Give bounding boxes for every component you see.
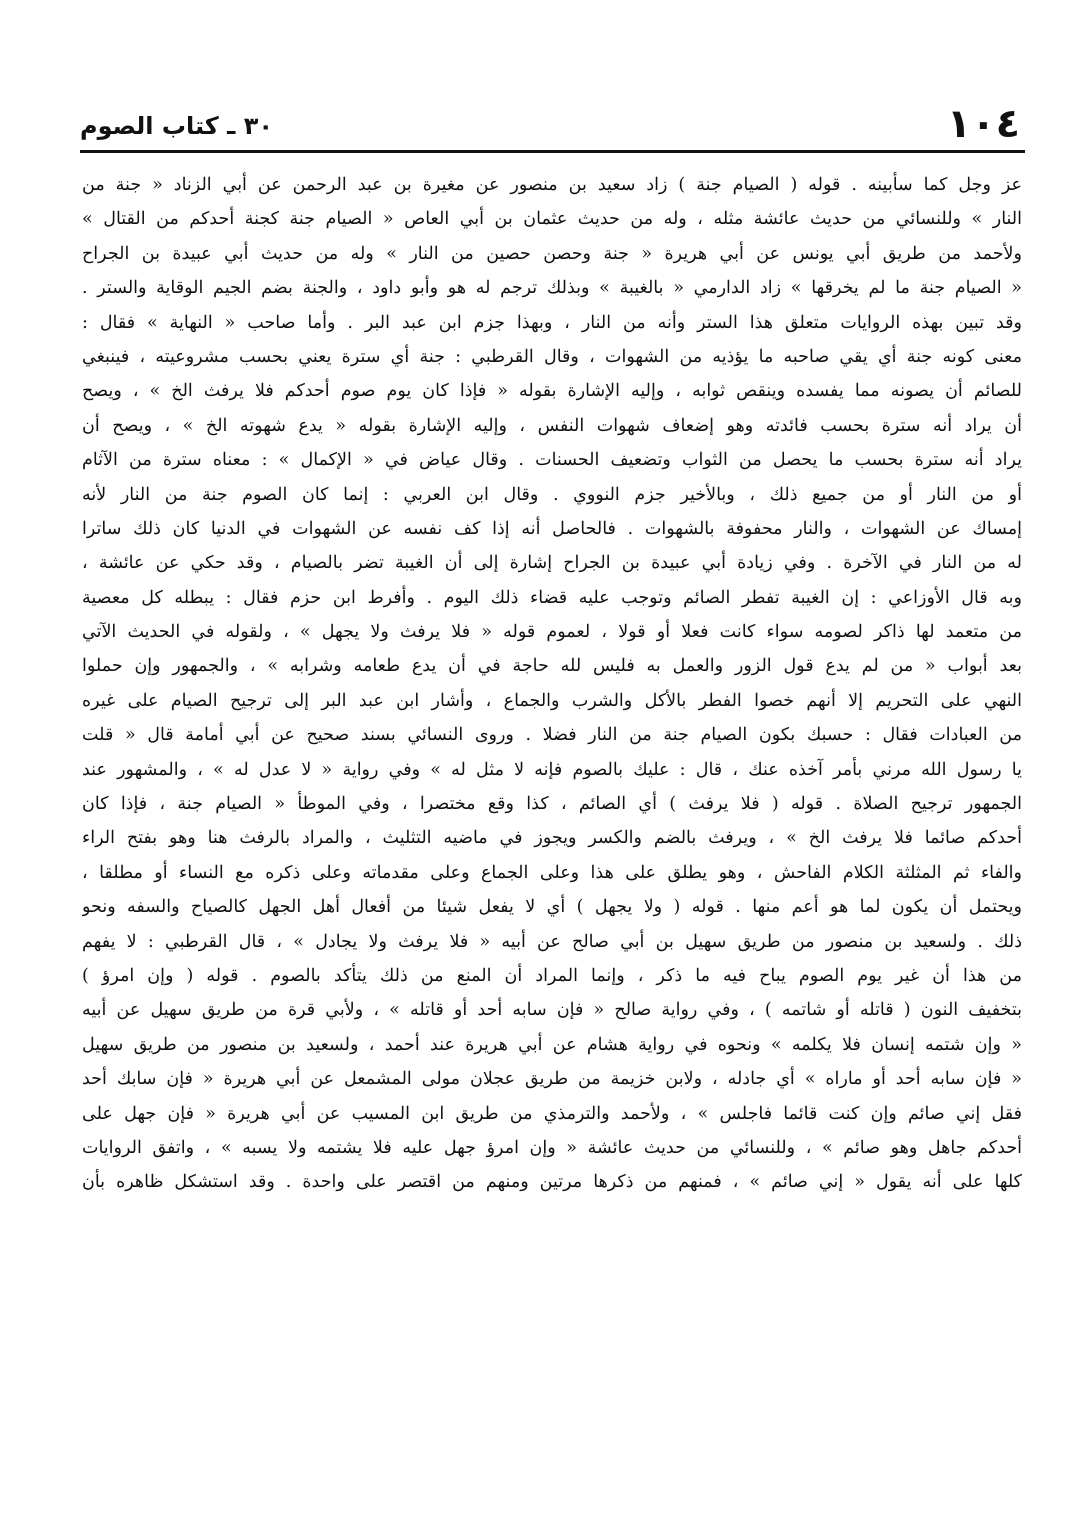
text-line: بعد أبواب « من لم يدع قول الزور والعمل به فليس لله حاجة في أن يدع طعامه وشرابه » ، والجمهور وإن حملوا — [82, 656, 1022, 677]
text-line: أو من النار أو من جميع ذلك ، وبالأخير جزم النووي . وقال ابن العربي : إنما كان الصوم جنة من النار لأنه — [82, 484, 1022, 505]
body-text — [82, 168, 1022, 1468]
text-line: للصائم أن يصونه مما يفسده وينقص ثوابه ، وإليه الإشارة بقوله « فإذا كان يوم صوم أحدكم فلا يرفث الخ » ، ويصح — [82, 381, 1022, 402]
text-line: « وإن شتمه إنسان فلا يكلمه » ونحوه في رواية هشام عن أبي هريرة عند أحمد ، ولسعيد بن منصور من طريق سهيل — [82, 1034, 1022, 1055]
text-line: معنى كونه جنة أي يقي صاحبه ما يؤذيه من الشهوات ، وقال القرطبي : جنة أي سترة يعني بحسب مشروعيته ، فينبغي — [82, 346, 1022, 367]
text-line: « الصيام جنة ما لم يخرقها » زاد الدارمي « بالغيبة » وبذلك ترجم له هو وأبو داود ، والجنة بضم الجيم الوقاية والستر . — [82, 278, 1022, 299]
text-line: ولأحمد من طريق أبي يونس عن أبي هريرة « جنة وحصن حصين من النار » وله من حديث أبي عبيدة بن الجراح — [82, 243, 1022, 264]
text-line: ويحتمل أن يكون لما هو أعم منها . قوله ( ولا يجهل ) أي لا يفعل شيئا من أفعال أهل الجهل كالصياح والسفه ونحو — [82, 897, 1022, 918]
text-line: النهي على التحريم إلا أنهم خصوا الفطر بالأكل والشرب والجماع ، وأشار ابن عبد البر إلى ترجيح الصيام على غيره — [82, 690, 1022, 711]
running-head: ٣٠ ـ كتاب الصوم — [80, 112, 273, 140]
text-line: من هذا أن غير يوم الصوم يباح فيه ما ذكر ، وإنما المراد أن المنع من ذلك يتأكد بالصوم . قوله ( وإن امرؤ ) — [82, 965, 1022, 986]
page-header — [80, 100, 1020, 148]
text-line: كلها على أنه يقول « إني صائم » ، فمنهم من ذكرها مرتين ومنهم من اقتصر على واحدة . وقد استشكل ظاهره بأن — [82, 1172, 1022, 1193]
text-line: من العبادات فقال : حسبك بكون الصيام جنة من النار فضلا . وروى النسائي بسند صحيح عن أبي أمامة قال « قلت — [82, 725, 1022, 746]
text-line: أحدكم صائما فلا يرفث الخ » ، ويرفث بالضم والكسر ويجوز في ماضيه التثليث ، والمراد بالرفث هنا وهو بفتح الراء — [82, 828, 1022, 849]
text-line: عز وجل كما سأبينه . قوله ( الصيام جنة ) زاد سعيد بن منصور عن مغيرة بن عبد الرحمن عن أبي الزناد « جنة من — [82, 175, 1022, 195]
text-line: يا رسول الله مرني بأمر آخذه عنك ، قال : عليك بالصوم فإنه لا مثل له » وفي رواية « لا عدل له » ، والمشهور عند — [82, 759, 1022, 780]
text-line: وقد تبين بهذه الروايات متعلق هذا الستر وأنه من النار ، وبهذا جزم ابن عبد البر . وأما صاحب « النهاية » فقال : — [82, 312, 1022, 333]
text-line: له من النار في الآخرة . وفي زيادة أبي عبيدة بن الجراح إشارة إلى أن الغيبة تضر بالصيام ، وقد حكي عن عائشة ، — [82, 553, 1022, 574]
text-line: وبه قال الأوزاعي : إن الغيبة تفطر الصائم وتوجب عليه قضاء ذلك اليوم . وأفرط ابن حزم فقال : يبطله كل معصية — [82, 587, 1022, 608]
text-line: أحدكم جاهل وهو صائم » ، وللنسائي من حديث عائشة « وإن امرؤ جهل عليه فلا يشتمه ولا يسبه » ، واتفق الروايات — [82, 1137, 1022, 1158]
page-number: ١٠٤ — [946, 101, 1020, 147]
text-line: يراد أنه سترة بحسب ما يحصل من الثواب وتضعيف الحسنات . وقال عياض في « الإكمال » : معناه سترة من الآثام — [82, 450, 1022, 471]
text-line: من متعمد لها ذاكر لصومه سواء كانت فعلا أو قولا ، لعموم قوله « فلا يرفث ولا يجهل » ، ولقوله في الحديث الآتي — [82, 622, 1022, 643]
text-line: فقل إني صائم وإن كنت قائما فاجلس » ، ولأحمد والترمذي من طريق ابن المسيب عن أبي هريرة « فإن جهل على — [82, 1103, 1022, 1124]
text-line: ذلك . ولسعيد بن منصور من طريق سهيل بن أبي صالح عن أبيه « فلا يرفث ولا يجادل » ، قال القرطبي : لا يفهم — [82, 931, 1022, 952]
text-line: والفاء ثم المثلثة الكلام الفاحش ، وهو يطلق على هذا وعلى الجماع وعلى مقدماته وعلى ذكره مع النساء أو مطلقا ، — [82, 862, 1022, 883]
text-line: أن يراد أنه سترة بحسب فائدته وهو إضعاف شهوات النفس ، وإليه الإشارة بقوله « يدع شهوته الخ » ، ويصح أن — [82, 415, 1022, 436]
text-line: « فإن سابه أحد أو ماراه » أي جادله ، ولابن خزيمة من طريق عجلان مولى المشمعل عن أبي هريرة « فإن سابك أحد — [82, 1069, 1022, 1090]
text-line: النار » وللنسائي من حديث عائشة مثله ، وله من حديث عثمان بن أبي العاص « الصيام جنة كجنة أحدكم من القتال » — [82, 209, 1022, 230]
header-rule — [80, 150, 1025, 153]
text-line: الجمهور ترجيح الصلاة . قوله ( فلا يرفث ) أي الصائم ، كذا وقع مختصرا ، وفي الموطأ « الصيام جنة ، فإذا كان — [82, 794, 1022, 815]
text-line: إمساك عن الشهوات ، والنار محفوفة بالشهوات . فالحاصل أنه إذا كف نفسه عن الشهوات في الدنيا كان ذلك ساترا — [82, 518, 1022, 539]
text-line: بتخفيف النون ( قاتله أو شاتمه ) ، وفي رواية صالح « فإن سابه أحد أو قاتله » ، ولأبي قرة من طريق سهيل عن أبيه — [82, 1000, 1022, 1021]
